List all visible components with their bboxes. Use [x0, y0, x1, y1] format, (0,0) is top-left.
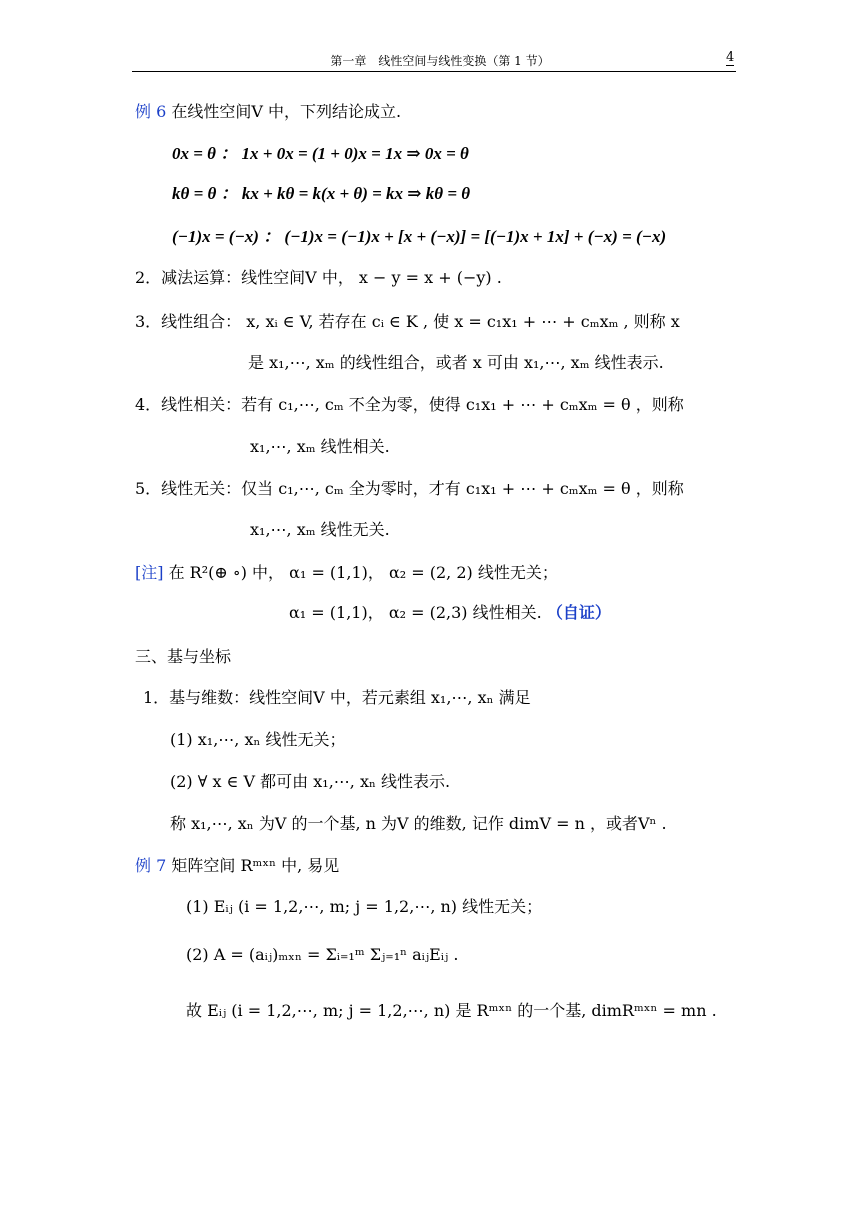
- basis-condition-2: (2) ∀ x ∈ V 都可由 x₁,⋯, xₙ 线性表示.: [170, 772, 451, 791]
- example-text: 矩阵空间 Rᵐˣⁿ 中, 易见: [171, 856, 340, 875]
- note-line: [135, 562, 558, 584]
- definition-subtraction: 2．减法运算：线性空间V 中， x − y = x + (−y) .: [135, 268, 502, 287]
- formula-negative-x: (−1)x = (−x) ： (−1)x = (−1)x + [x + (−x)] = [(−1)x + 1x] + (−x) = (−x): [172, 227, 667, 246]
- definition-linear-combination-cont: 是 x₁,⋯, xₘ 的线性组合，或者 x 可由 x₁,⋯, xₘ 线性表示.: [248, 353, 664, 372]
- self-prove-note: （自证）: [546, 603, 611, 622]
- header-rule: [132, 71, 736, 72]
- definition-linear-dependent-cont: x₁,⋯, xₘ 线性相关.: [250, 437, 390, 456]
- basis-dimension-statement: 称 x₁,⋯, xₙ 为V 的一个基, n 为V 的维数, 记作 dimV = n ，或者Vⁿ .: [170, 814, 667, 833]
- example-7-item-2: (2) A = (aᵢⱼ)ₘₓₙ = Σᵢ₌₁ᵐ Σⱼ₌₁ⁿ aᵢⱼEᵢⱼ .: [186, 945, 459, 964]
- example-7-line: [135, 855, 339, 877]
- basis-condition-1: (1) x₁,⋯, xₙ 线性无关；: [170, 730, 346, 749]
- definition-linear-dependent: 4．线性相关：若有 c₁,⋯, cₘ 不全为零，使得 c₁x₁ + ⋯ + cₘxₘ = θ ，则称: [135, 395, 684, 414]
- note-label: [注]: [135, 563, 164, 582]
- page-number: 4: [726, 50, 735, 65]
- example-label: 例 7: [135, 856, 167, 875]
- note-text-2: α₁ = (1,1)， α₂ = (2,3) 线性相关.: [289, 603, 542, 622]
- running-header: 第一章 线性空间与线性变换（第 1 节）: [330, 54, 550, 68]
- example-text: 在线性空间V 中，下列结论成立.: [171, 102, 402, 121]
- note-text: 在 R²(⊕ ∘) 中， α₁ = (1,1)， α₂ = (2, 2) 线性无关；: [168, 563, 558, 582]
- example-7-item-1: (1) Eᵢⱼ (i = 1,2,⋯, m; j = 1,2,⋯, n) 线性无关；: [186, 897, 543, 916]
- definition-linear-independent: 5．线性无关：仅当 c₁,⋯, cₘ 全为零时，才有 c₁x₁ + ⋯ + cₘxₘ = θ ，则称: [135, 479, 684, 498]
- definition-linear-independent-cont: x₁,⋯, xₘ 线性无关.: [250, 520, 390, 539]
- definition-linear-combination: 3．线性组合： x, xᵢ ∈ V, 若存在 cᵢ ∈ K , 使 x = c₁x₁ + ⋯ + cₘxₘ , 则称 x: [135, 312, 680, 331]
- section-heading-basis: 三、基与坐标: [135, 647, 232, 666]
- formula-k-theta: kθ = θ ： kx + kθ = k(x + θ) = kx ⇒ kθ = θ: [172, 184, 471, 203]
- formula-zero-x: 0x = θ ： 1x + 0x = (1 + 0)x = 1x ⇒ 0x = θ: [172, 144, 469, 163]
- example-label: 例 6: [135, 102, 167, 121]
- example-7-conclusion: 故 Eᵢⱼ (i = 1,2,⋯, m; j = 1,2,⋯, n) 是 Rᵐˣⁿ 的一个基, dimRᵐˣⁿ = mn .: [186, 1001, 717, 1020]
- definition-basis: 1．基与维数：线性空间V 中，若元素组 x₁,⋯, xₙ 满足: [143, 688, 531, 707]
- example-6-line: [135, 101, 401, 123]
- note-line-2: [289, 602, 611, 624]
